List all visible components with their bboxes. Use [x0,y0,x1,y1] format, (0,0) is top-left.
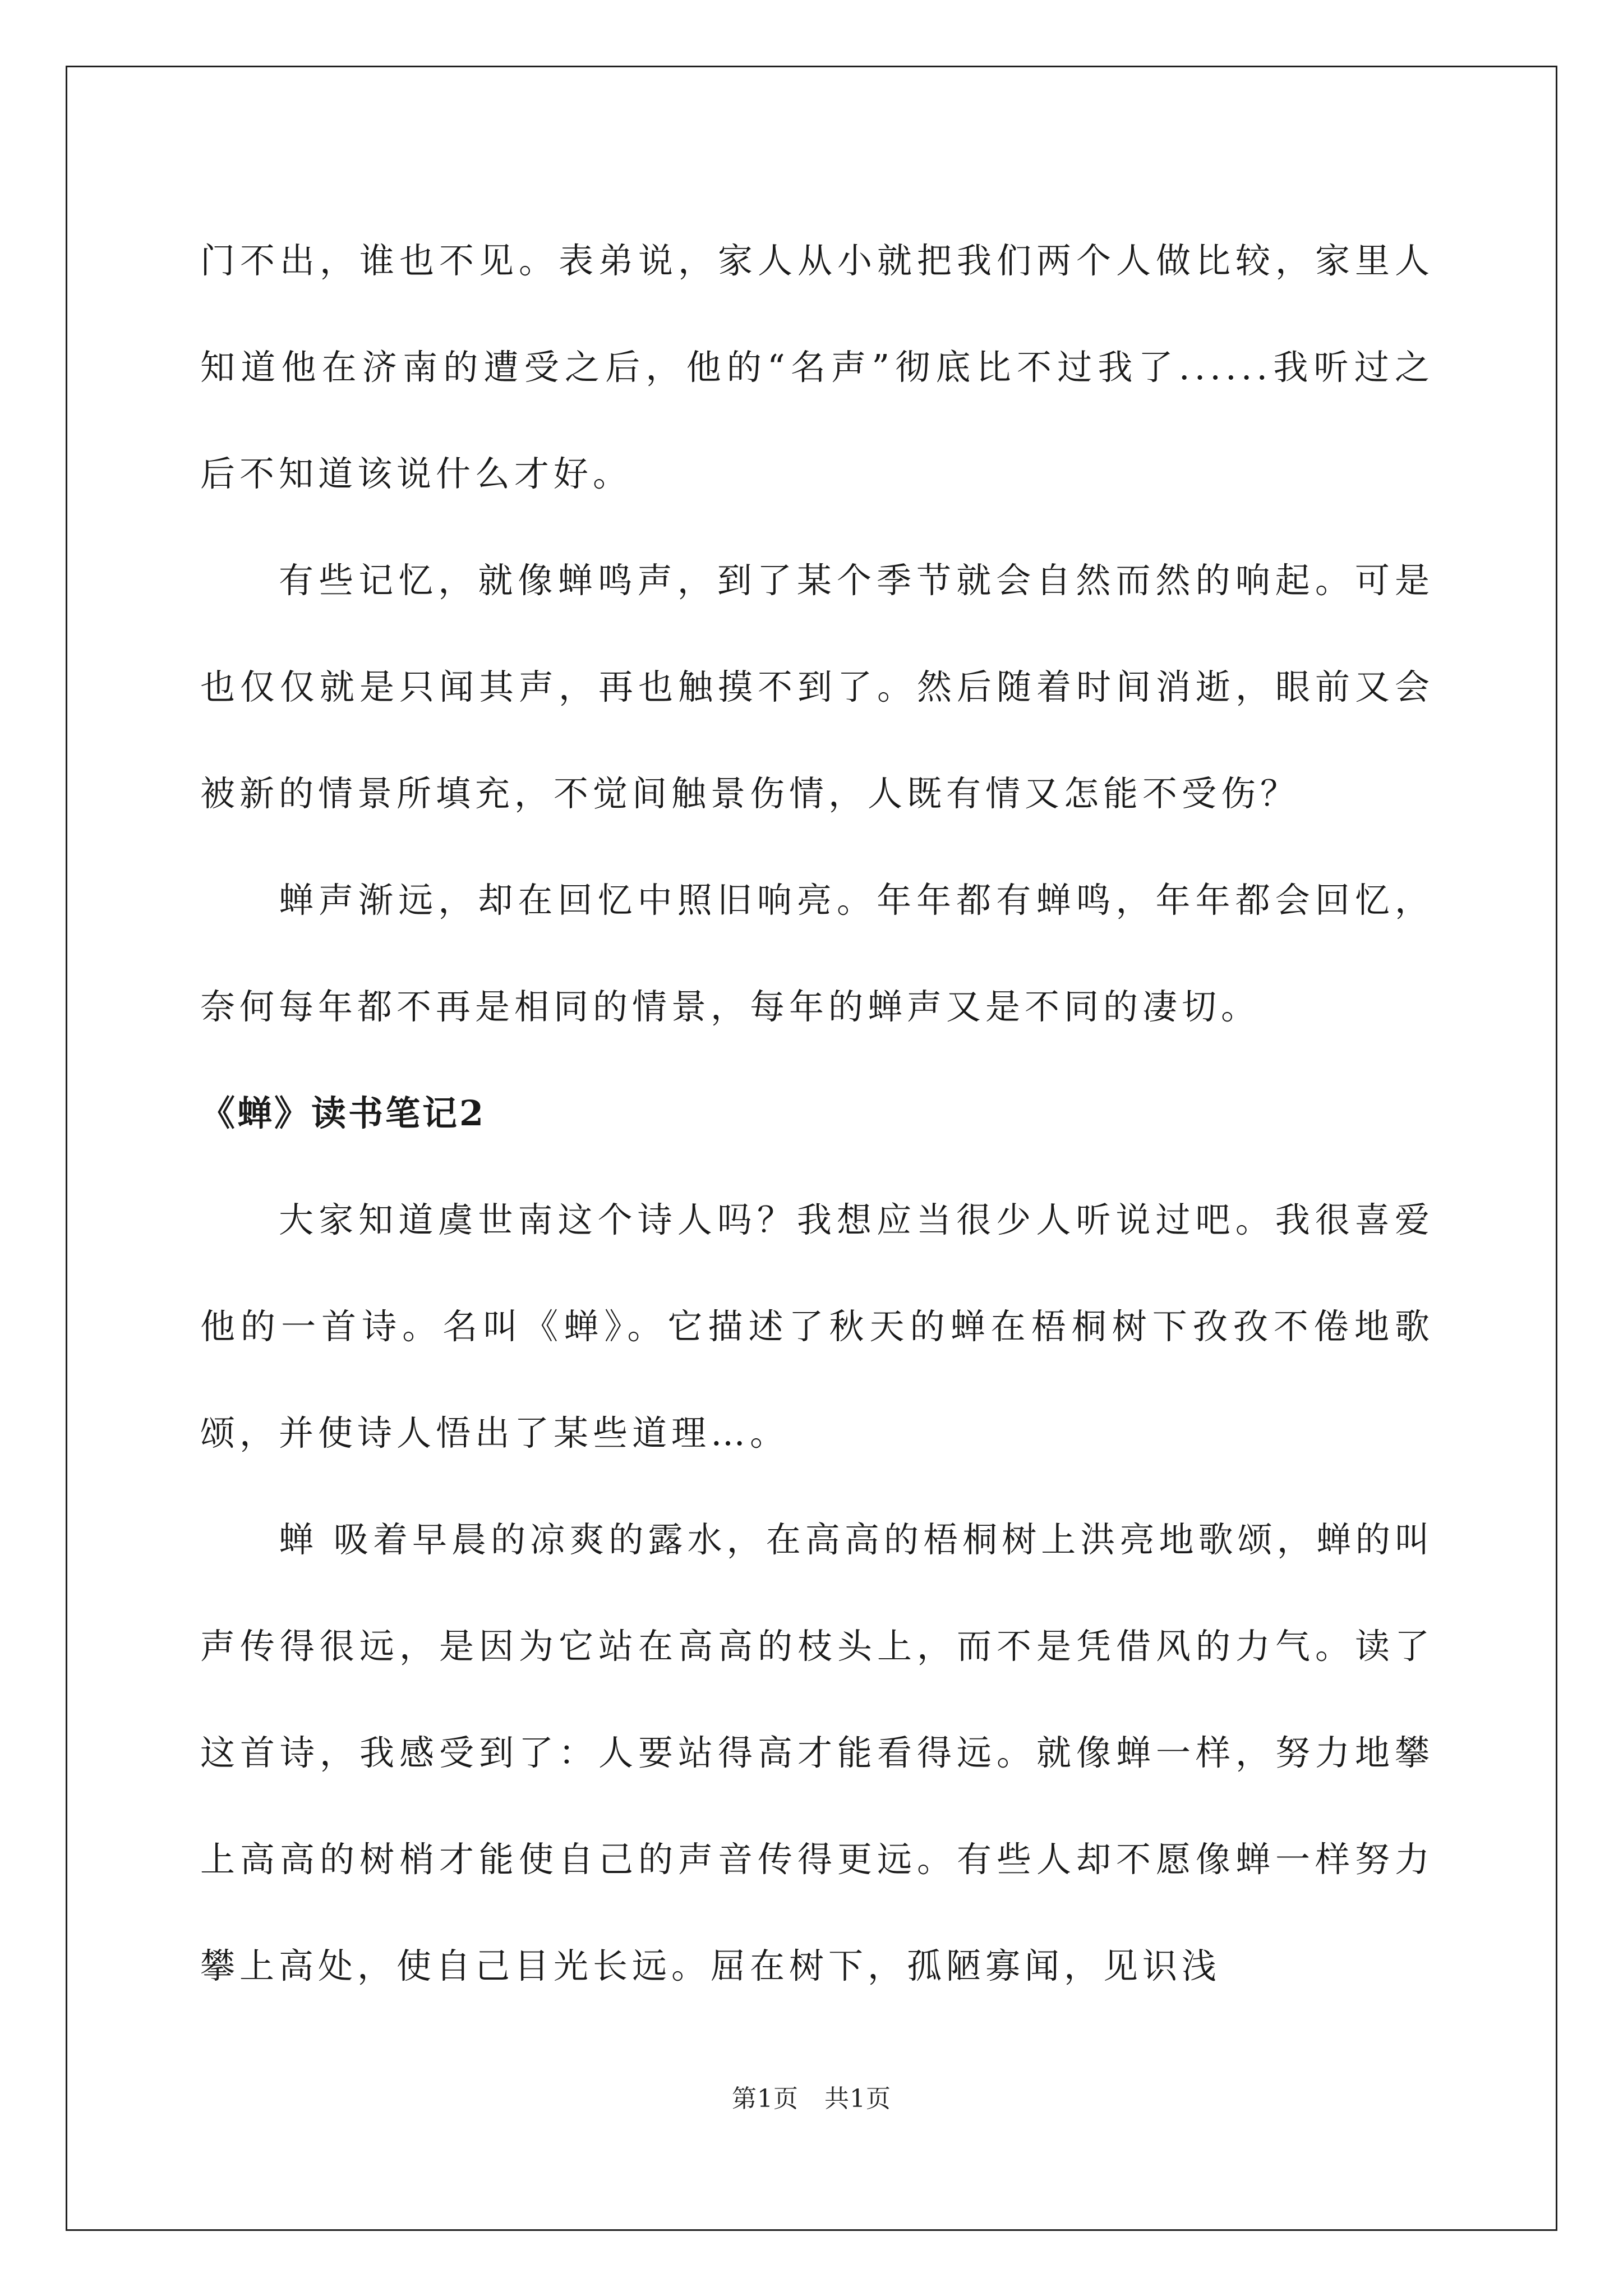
document-body [200,208,1434,2019]
section-heading: 《蝉》读书笔记2 [200,1093,486,1134]
page-total: 共1页 [824,2085,891,2113]
paragraph-2: 有些记忆，就像蝉鸣声，到了某个季节就会自然而然的响起。可是也仅仅就是只闻其声，再也触摸不到了。然后随着时间消逝，眼前又会被新的情景所填充，不觉间触景伤情，人既有情又怎能不受伤？ [200,560,1434,814]
paragraph-1: 门不出，谁也不见。表弟说，家人从小就把我们两个人做比较，家里人知道他在济南的遭受之后，他的“名声”彻底比不过我了......我听过之后不知道该说什么才好。 [200,240,1434,494]
paragraph-3: 蝉声渐远，却在回忆中照旧响亮。年年都有蝉鸣，年年都会回忆，奈何每年都不再是相同的情景，每年的蝉声又是不同的凄切。 [200,880,1434,1027]
paragraph-4: 大家知道虞世南这个诗人吗？我想应当很少人听说过吧。我很喜爱他的一首诗。名叫《蝉》。它描述了秋天的蝉在梧桐树下孜孜不倦地歌颂，并使诗人悟出了某些道理…。 [200,1199,1434,1453]
paragraph-5: 蝉 吸着早晨的凉爽的露水，在高高的梧桐树上洪亮地歌颂，蝉的叫声传得很远，是因为它站在高高的枝头上，而不是凭借风的力气。读了这首诗，我感受到了：人要站得高才能看得远。就像蝉一样，努力地攀上高高的树梢才能使自己的声音传得更远。有些人却不愿像蝉一样努力攀上高处，使自己目光长远。屈在树下，孤陋寡闻，见识浅 [200,1519,1434,1986]
page-footer [0,2078,1623,2114]
page-number: 第1页 [732,2085,799,2113]
